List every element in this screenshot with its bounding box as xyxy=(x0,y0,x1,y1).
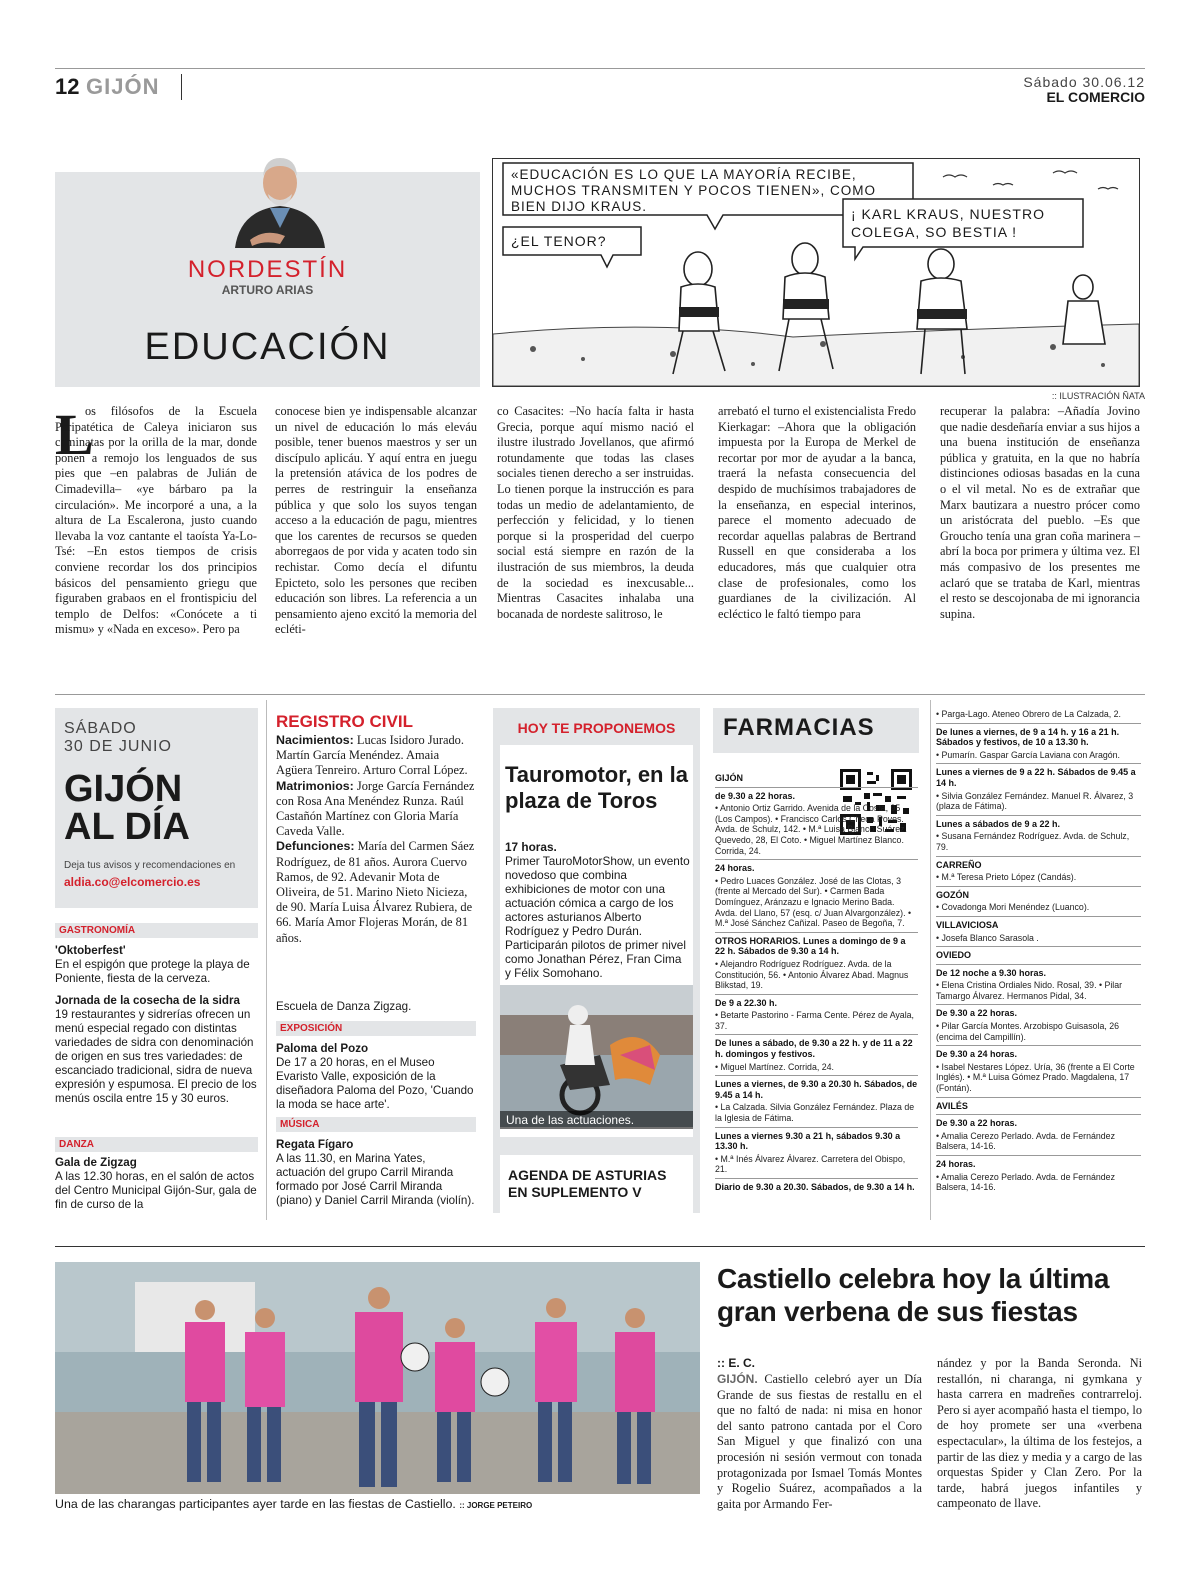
charanga-photo xyxy=(55,1262,700,1494)
farmacia-entry: • La Calzada. Silvia González Fernández. Plaza de la Iglesia de Fátima. xyxy=(715,1102,915,1124)
farmacia-schedule-heading: VILLAVICIOSA xyxy=(936,916,1141,931)
farmacia-entry: • Antonio Ortiz Garrido. Avenida de la Costa, 95 (Los Campos). • Francisco Carlos Checa Poves. Avda. de Schulz, 142. • M.ª Luisa Blanco Suárez. Quevedo, 28, El Coto. • Miguel Martínez Blanco. Corrida, 24. xyxy=(715,803,907,856)
agenda-email-link[interactable]: aldia.co@elcomercio.es xyxy=(64,875,201,889)
farmacias-title: FARMACIAS xyxy=(723,714,875,741)
drop-cap: L xyxy=(55,402,94,467)
oktober-title: 'Oktoberfest' xyxy=(55,944,126,957)
sidra-text: 19 restaurantes y sidrerías ofrecen un menú especial regado con distintas variedades de sidra con denominación de origen en sus tres variedades: de escanciado tradicional, sidra de nueva expresión y espumosa. El precio de los menús oscila entre 15 y 30 euros. xyxy=(55,1008,257,1105)
agenda-date: 30 DE JUNIO xyxy=(64,738,172,755)
agenda-divider-1 xyxy=(266,700,267,1220)
farmacia-schedule-heading: Lunes a viernes de 9 a 22 h. Sábados de 9.45 a 14 h. xyxy=(936,763,1141,788)
registro-content xyxy=(276,733,476,946)
regata-text: A las 11.30, en Marina Yates, actuación del grupo Carril Miranda formado por José Carril Miranda (piano) y Daniel Carril Miranda (violín). xyxy=(276,1152,475,1207)
cartoon-speech-tenor: ¿EL TENOR? xyxy=(511,233,607,249)
farmacia-entry: • M.ª Teresa Prieto López (Candás). xyxy=(936,872,1077,883)
story-text-col2: nández y por la Banda Seronda. Ni restallón, ni charanga, ni gymkana y hasta carrera en madreñes contrarreloj. Pero si ayer acompañó hasta el tiempo, lo de hoy promete ser una «verbena espectacular», la última de los festejos, a partir de las diez y media y a cargo de las orquestas Spider y Clan Zero. Por la tarde, habrá juegos infantiles y campeonato de llave. xyxy=(937,1356,1142,1511)
farmacia-entry: • Alejandro Rodríguez Rodríguez. Avda. de la Constitución, 56. • Antonio Álvarez Abad. Magnus Blikstad, 19. xyxy=(715,958,909,991)
cartoon-illustration xyxy=(492,158,1140,387)
proponemos-label: HOY TE PROPONEMOS xyxy=(517,720,676,736)
story-col1: Castiello celebró ayer un Día Grande de sus fiestas de restallu en el que no faltó de nada: ni misa en honor del santo patrono cantada por el Coro San Miguel y que finalizó con una procesión ni sesión vermout con tonada protagonizada por Ismael Tomás Montes y Rogelio Suárez, acompañados a la gaita por Armando Fer- xyxy=(717,1372,922,1511)
story-photo-caption xyxy=(55,1497,532,1511)
agenda-title xyxy=(64,770,190,846)
matrimonios-label: Matrimonios: xyxy=(276,778,354,793)
farmacia-entry: • Pilar García Montes. Arzobispo Guisasola, 26 (encima del Campillín). xyxy=(936,1021,1120,1042)
farmacia-entry: • Josefa Blanco Sarasola . xyxy=(936,932,1039,943)
gastronomia-label: GASTRONOMÍA xyxy=(55,923,258,938)
paloma-title: Paloma del Pozo xyxy=(276,1042,369,1055)
proponemos-text: Primer TauroMotorShow, un evento novedoso que combina exhibiciones de motor con una actuación cómica a cargo de los actores asturianos Alberto Rodríguez y Pedro Durán. Participarán pilotos de primer nivel como Jonathan Pérez, Fran Cima y Félix Somohano. xyxy=(505,854,690,980)
farmacia-schedule-heading: De 9.30 a 22 horas. xyxy=(936,1114,1141,1129)
supplement-notice: AGENDA DE ASTURIAS EN SUPLEMENTO V xyxy=(500,1155,693,1213)
farmacias-list-left xyxy=(715,767,918,1193)
proponemos-time: 17 horas. xyxy=(505,840,557,854)
farmacia-entry: • Covadonga Mori Menéndez (Luanco). xyxy=(936,902,1090,913)
caption-text: Una de las charangas participantes ayer tarde en las fiestas de Castiello. xyxy=(55,1497,456,1511)
oktober-text: En el espigón que protege la playa de Poniente, fiesta de la cerveza. xyxy=(55,958,250,985)
photo-credit: :: JORGE PETEIRO xyxy=(459,1501,533,1510)
farmacia-schedule-heading: 24 horas. xyxy=(936,1155,1141,1170)
farmacia-schedule-heading: De 9 a 22.30 h. xyxy=(715,994,918,1009)
column-text-col3: co Casacites: –No hacía falta ir hasta Grecia, porque aquí mismo nació el ilustre ilustrado Jovellanos, que afirmó rotundamente que todas las clases sociales tienen derecho a ser instruidas. Lo tienen porque la instrucción es para todas un medio de adelantamiento, de perfección y felicidad, y lo tienen porque si la prosperidad del cuerpo social está siempre en razón de la ilustración de sus miembros, la deuda de la sociedad es inexcusable... Mientras Casacites inhalaba una bocanada de nordeste salitroso, le xyxy=(497,404,694,621)
farmacia-schedule-heading: CARREÑO xyxy=(936,856,1141,871)
farmacia-schedule-heading: Diario de 9.30 a 20.30. Sábados, de 9.30 a 14 h. xyxy=(715,1178,918,1193)
column-text-col5: recuperar la palabra: –Añadía Jovino que nadie desdeñaría enviar a sus hijos a una buena institución de enseñanza pública y gratuita, en la que no habría distinciones odiosas basadas en la cuna o el vil metal. No es de extrañar que Marx bautizara a nuestro prócer como un aristócrata del pueblo. –Es que Groucho tenía una gran coña marinera –abrí la boca por primera y última vez. El más compasivo de los presentes me aclaró que se trataba de Karl, mientras el resto se descojonaba de mi ignorancia supina. xyxy=(940,404,1140,621)
agenda-rule xyxy=(55,694,1145,695)
story-byline: :: E. C. xyxy=(717,1356,755,1370)
farmacia-entry: • Elena Cristina Ordiales Nido. Rosal, 39. • Pilar Tamargo Álvarez. Hermanos Pidal, 34. xyxy=(936,980,1123,1001)
agenda-title-line1: GIJÓN xyxy=(64,768,183,810)
cartoon-speech-kraus: «EDUCACIÓN ES LO QUE LA MAYORÍA RECIBE, MUCHOS TRANSMITEN Y POCOS TIENEN», COMO BIEN DIJO KRAUS. xyxy=(511,167,877,214)
escuela-text: Escuela de Danza Zigzag. xyxy=(276,1000,412,1013)
farmacia-schedule-heading: De lunes a viernes, de 9 a 14 h. y 16 a 21 h. Sábados y festivos, de 10 a 13.30 h. xyxy=(936,723,1141,748)
column-text-col2: conocese bien ye indispensable alcanzar un nivel de educación lo más eleváu posible, tener buenos maestros y ser un discípulo aplicáu. Y aquí entra en juegu la pretensión atávica de los podres de perres de restringuir la enseñanza pública y que solo los suyos tengan acceso a la educación de pagu, mientres que los carentes de recursos se queden aborregaos de por vida y acaten todo sin rechistar. Como decía el difuntu Epicteto, solo les persones que reciben educación son libres. La referencia a un pensamiento ajeno excitó la memoria del ecléti- xyxy=(275,404,477,637)
column-title: EDUCACIÓN xyxy=(144,326,391,368)
column-name: NORDESTÍN xyxy=(187,256,348,283)
farmacia-schedule-heading: De 9.30 a 22 horas. xyxy=(936,1004,1141,1019)
farmacia-schedule-heading: OTROS HORARIOS. Lunes a domingo de 9 a 22 h. Sábados de 9.30 a 14 h. xyxy=(715,932,918,957)
farmacia-entry: • Susana Fernández Rodríguez. Avda. de Schulz, 79. xyxy=(936,831,1130,852)
tauromotor-photo xyxy=(500,985,693,1127)
farmacia-schedule-heading: de 9.30 a 22 horas. xyxy=(715,787,918,802)
regata-title: Regata Fígaro xyxy=(276,1138,354,1151)
farmacia-schedule-heading: OVIEDO xyxy=(936,946,1141,961)
farmacia-schedule-heading: Lunes a viernes 9.30 a 21 h, sábados 9.30 a 13.30 h. xyxy=(715,1127,918,1152)
agenda-divider-2 xyxy=(930,700,931,1220)
paloma-text: De 17 a 20 horas, en el Museo Evaristo Valle, exposición de la diseñadora Paloma del Pozo, 'Cuando la moda se hace arte'. xyxy=(276,1056,474,1111)
column-text-col4: arrebató el turno el existencialista Fredo Kierkagar: –Ahora que la obligación impuesta por la Europa de Merkel de recortar por mor de ayudar a la banca, traerá la nefasta consecuencia del despido de muchísimos trabajadores de la enseñanza, en especial interinos, parece el momento adecuado de recordar aquellas palabras de Bertrand Russell en que consideraba a los educadores, más que cualquier otra clase de profesionales, como los guardianes de la civilización. Al ecléctico le faltó tiempo para xyxy=(718,404,916,621)
defunciones-label: Defunciones: xyxy=(276,839,355,854)
farmacias-list-right xyxy=(936,707,1141,1193)
section-name: GIJÓN xyxy=(86,74,160,99)
zigzag-title: Gala de Zigzag xyxy=(55,1156,137,1169)
registro-title: REGISTRO CIVIL xyxy=(276,712,413,731)
farmacia-entry: • Amalia Cerezo Perlado. Avda. de Fernández Balsera, 14-16. xyxy=(936,1130,1115,1152)
farmacia-entry: • Pumarín. Gaspar García Laviana con Aragón. xyxy=(936,749,1121,760)
farmacia-schedule-heading: De lunes a sábado, de 9.30 a 22 h. y de 11 a 22 h. domingos y festivos. xyxy=(715,1034,918,1059)
farmacia-schedule-heading: GOZÓN xyxy=(936,886,1141,901)
nacimientos-label: Nacimientos: xyxy=(276,733,354,747)
farmacia-entry: • Pedro Luaces González. José de las Clotas, 3 (frente al Mercado del Sur). • Carmen Bada Domínguez, Aránzazu e Ignacio Merino Bada. Avda. del Llano, 57 (esq. c/ Juan Alvargonzález). • M.ª José Sánchez Cañizal. Paseo de Begoña, 7. xyxy=(715,875,912,929)
farmacia-schedule-heading: AVILÉS xyxy=(936,1097,1141,1112)
page-number: 12 xyxy=(55,74,80,99)
musica-content xyxy=(276,1138,476,1208)
farmacia-schedule-heading: GIJÓN xyxy=(715,773,744,783)
farmacia-entry: • Miguel Martínez. Corrida, 24. xyxy=(715,1061,834,1072)
story-text-col1 xyxy=(717,1372,922,1512)
gastronomia-content xyxy=(55,944,258,1106)
top-rule xyxy=(55,68,1145,69)
proponemos-content xyxy=(505,840,690,980)
defunciones-text: María del Carmen Sáez Rodríguez, de 81 años. Aurora Cuervo Ramos, de 92. Adevanir Mota de Oliveira, de 51. Marino Nieto Nicieza, de 90. María Luisa Álvarez Rubiera, de 66. María Amor Flojeras Morán, de 81 años. xyxy=(276,839,475,945)
farmacia-entry: • Isabel Nestares López. Uría, 36 (frente a El Corte Inglés). • M.ª Luisa Gómez Prado. Magdalena, 17 (Fontán). xyxy=(936,1061,1135,1094)
matrimonios-text: Jorge García Fernández con Rosa Ana Menéndez Runza. Raúl Castañón Martínez con Gloria María Caveda Valle. xyxy=(276,778,475,839)
author-portrait xyxy=(230,148,330,248)
agenda-day: SÁBADO xyxy=(64,720,137,737)
musica-label: MÚSICA xyxy=(276,1117,476,1132)
cartoon-speech-colega: ¡ KARL KRAUS, NUESTRO COLEGA, SO BESTIA ! xyxy=(851,206,1045,240)
farmacia-entry: • Amalia Cerezo Perlado. Avda. de Fernández Balsera, 14-16. xyxy=(936,1171,1115,1193)
agenda-notice: Deja tus avisos y recomendaciones en xyxy=(64,860,236,871)
story-rule xyxy=(55,1246,1145,1247)
issue-date: Sábado 30.06.12 xyxy=(1023,74,1145,90)
farmacia-entry: • M.ª Inés Álvarez Álvarez. Carretera del Obispo, 21. xyxy=(715,1153,906,1175)
farmacia-schedule-heading: De 9.30 a 24 horas. xyxy=(936,1045,1141,1060)
illustration-credit: :: ILUSTRACIÓN ÑATA xyxy=(1051,391,1145,401)
proponemos-headline: Tauromotor, en la plaza de Toros xyxy=(505,762,688,813)
farmacia-schedule-heading: Lunes a viernes, de 9.30 a 20.30 h. Sábados, de 9.45 a 14 h. xyxy=(715,1075,918,1100)
farmacia-entry: • Betarte Pastorino - Farma Cente. Pérez de Ayala, 37. xyxy=(715,1010,914,1031)
newspaper-name: EL COMERCIO xyxy=(1046,89,1145,105)
danza-content xyxy=(55,1156,258,1212)
farmacia-schedule-heading: 24 horas. xyxy=(715,859,918,874)
agenda-title-line2: AL DÍA xyxy=(64,806,190,848)
zigzag-text: A las 12.30 horas, en el salón de actos del Centro Municipal Gijón-Sur, gala de fin de curso de la xyxy=(55,1170,257,1211)
exposicion-content xyxy=(276,1042,476,1112)
farmacia-schedule-heading: De 12 noche a 9.30 horas. xyxy=(936,964,1141,979)
nacimientos-text: Lucas Isidoro Jurado. Martín García Menéndez. Amaia Agüera Tenreiro. Arturo Corral López. xyxy=(276,733,468,778)
exposicion-label: EXPOSICIÓN xyxy=(276,1021,476,1036)
column-author: ARTURO ARIAS xyxy=(221,283,314,297)
sidra-title: Jornada de la cosecha de la sidra xyxy=(55,994,240,1007)
danza-label: DANZA xyxy=(55,1137,258,1152)
proponemos-caption: Una de las actuaciones. xyxy=(500,1111,693,1129)
story-location: GIJÓN. xyxy=(717,1372,758,1386)
farmacia-schedule-heading: Lunes a sábados de 9 a 22 h. xyxy=(936,815,1141,830)
farmacia-entry: • Parga-Lago. Ateneo Obrero de La Calzada, 2. xyxy=(936,709,1122,719)
column-text-col1: os filósofos de la Escuela Peripatética de Caleya iniciaron sus caminatas por la orilla de la mar, donde ponen a remojo los lenguados de sus pies que –en palabras de Julián de Cimadevilla– «ye bárbaro pa la circulación». Me incorporé a una, a la altura de La Escalerona, justo cuando llevaba la voz cantante el taoísta Ya-Lo-Tsé: –En estos tiempos de crisis conviene recordar los dos principios básicos del pensamiento griegu que figuraben grabaos en el frontispiciu del templo de Delfos: «Conócete a ti mismu» y «Nada en exceso». Pero pa xyxy=(55,404,257,637)
header-divider xyxy=(181,74,182,100)
farmacia-entry: • Silvia González Fernández. Manuel R. Álvarez, 3 (plaza de Fátima). xyxy=(936,790,1134,812)
story-headline: Castiello celebra hoy la última gran verbena de sus fiestas xyxy=(717,1263,1110,1327)
